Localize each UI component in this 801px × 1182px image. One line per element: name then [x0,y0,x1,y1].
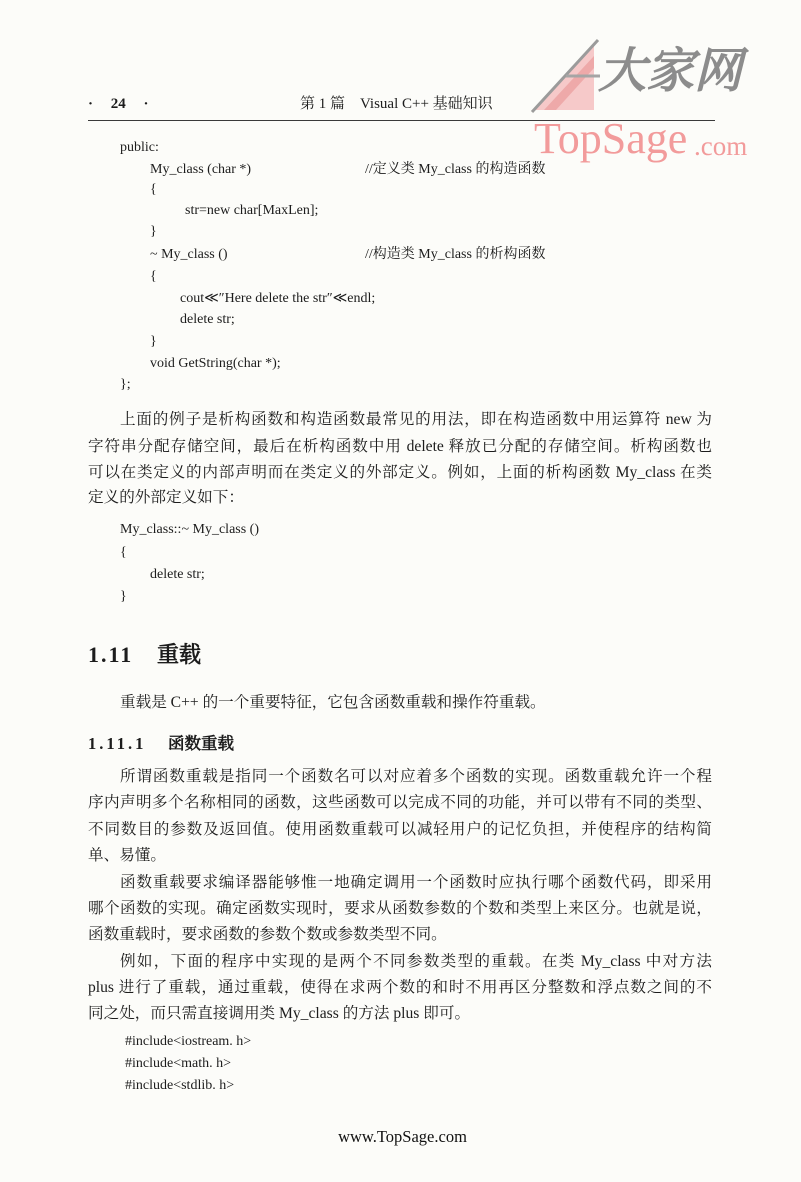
paragraph-line: 同之处，而只需直接调用类 My_class 的方法 plus 即可。 [88,1005,471,1022]
code-line: delete str; [180,312,235,327]
paragraph-line: plus 进行了重载，通过重载，使得在求两个数的和时不用再区分整数和浮点数之间的不 [88,979,712,996]
paragraph-line: 所谓函数重载是指同一个函数名可以对应着多个函数的实现。函数重载允许一个程 [120,768,712,785]
watermark-logo-text: 大家网 [598,43,743,99]
paragraph-line: 单、易懂。 [88,847,166,864]
code-line: { [120,545,127,560]
code-line: public: [120,140,159,155]
subsection-title: 函数重载 [168,734,234,753]
paragraph-line: 例如，下面的程序中实现的是两个不同参数类型的重载。在类 My_class 中对方法 [120,953,712,970]
running-title: 第 1 篇 Visual C++ 基础知识 [300,96,493,112]
code-line: delete str; [150,567,205,582]
code-line: } [120,589,127,604]
code-line: cout≪″Here delete the str″≪endl; [180,291,376,306]
watermark-site-text: TopSage [534,114,688,163]
code-line: } [150,224,157,239]
watermark-triangle-graphic [528,36,602,114]
section-number: 1.11 [88,642,134,667]
code-line: str=new char[MaxLen]; [185,203,319,218]
paragraph-line: 函数重载要求编译器能够惟一地确定调用一个函数时应执行哪个函数代码，即采用 [120,874,712,891]
code-line: void GetString(char *); [150,356,281,371]
code-line: My_class (char *) [150,162,252,177]
footer-url: www.TopSage.com [338,1127,467,1146]
paragraph-line: 函数重载时，要求函数的参数个数或参数类型不同。 [88,926,447,943]
code-line: }; [120,377,131,392]
code-line: ~ My_class () [150,247,228,262]
page-number: · 24 · [88,96,149,112]
paragraph-line: 定义的外部定义如下： [88,489,244,506]
watermark-site-suffix: .com [694,131,748,161]
code-line: } [150,334,157,349]
code-line: { [150,182,157,197]
code-comment: //定义类 My_class 的构造函数 [365,162,546,177]
paragraph-line: 字符串分配存储空间，最后在析构函数中用 delete 释放已分配的存储空间。析构函数也 [88,438,712,455]
paragraph-line: 上面的例子是析构函数和构造函数最常见的用法，即在构造函数中用运算符 new 为 [120,411,712,428]
section-intro: 重载是 C++ 的一个重要特征，它包含函数重载和操作符重载。 [120,694,546,711]
paragraph-line: 可以在类定义的内部声明而在类定义的外部定义。例如，上面的析构函数 My_class 在类 [88,464,712,481]
code-comment: //构造类 My_class 的析构函数 [365,247,546,262]
code-line: { [150,269,157,284]
subsection-number: 1.11.1 [88,734,147,753]
code-line: My_class::~ My_class () [120,522,260,537]
section-title: 重载 [157,642,202,667]
paragraph-line: 哪个函数的实现。确定函数实现时，要求从函数参数的个数和类型上来区分。也就是说， [88,900,712,917]
paragraph-line: 不同数目的参数及返回值。使用函数重载可以减轻用户的记忆负担，并使程序的结构简 [88,821,712,838]
code-line: #include<stdlib. h> [125,1078,235,1093]
paragraph-line: 序内声明多个名称相同的函数，这些函数可以完成不同的功能，并可以带有不同的类型、 [88,794,712,811]
code-line: #include<math. h> [125,1056,231,1071]
code-line: #include<iostream. h> [125,1034,252,1049]
